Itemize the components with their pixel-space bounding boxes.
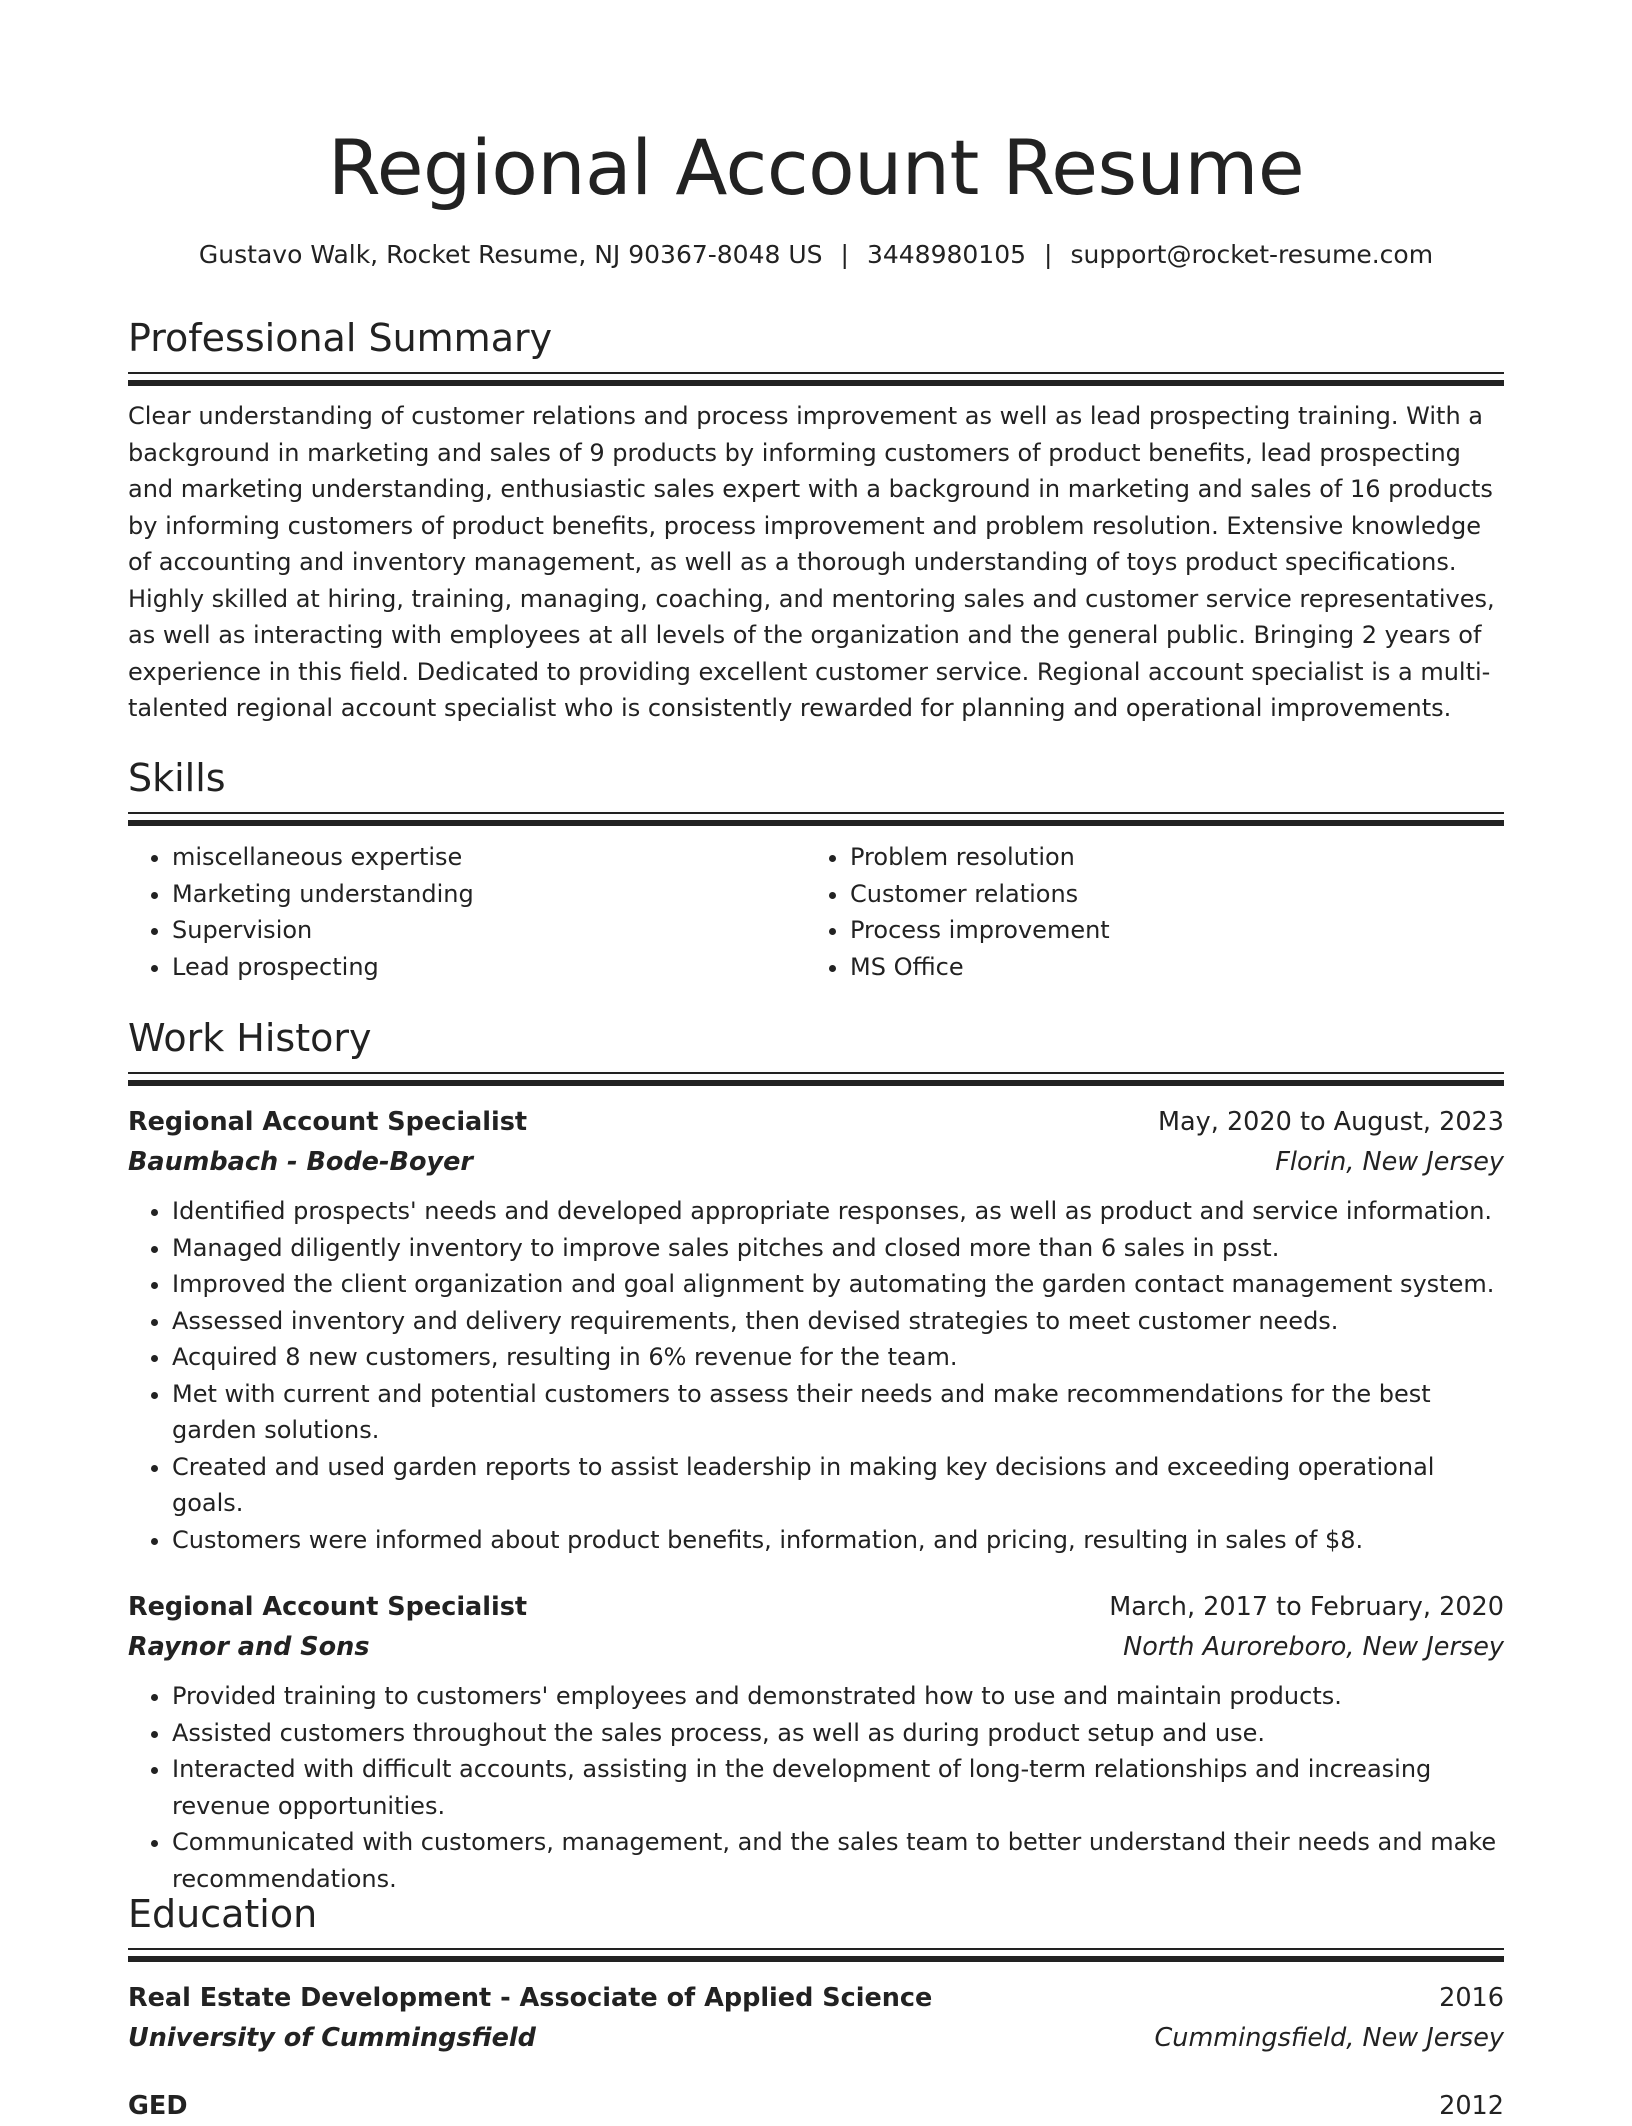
job-subheader — [128, 1142, 1504, 1182]
job-bullet: • Interacted with difficult accounts, assisting in the development of long-term relationships and increasing revenue opportunities. — [172, 1751, 1504, 1824]
contact-address: Gustavo Walk, Rocket Resume, NJ 90367-8048 US — [198, 240, 823, 269]
section-rule-thick — [128, 1080, 1504, 1086]
job-bullet: • Met with current and potential customers to assess their needs and make recommendations for the best garden solutions. — [172, 1376, 1504, 1449]
education-header — [128, 2086, 1504, 2126]
section-rule-thick — [128, 380, 1504, 386]
education-header — [128, 1978, 1504, 2018]
skill-item: • Customer relations — [850, 876, 1484, 913]
education-year: 2016 — [1439, 1983, 1504, 2013]
skill-item: • Problem resolution — [850, 839, 1484, 876]
skill-item: • Marketing understanding — [172, 876, 806, 913]
section-rule — [128, 1948, 1504, 1950]
skill-item: • Process improvement — [850, 912, 1484, 949]
job-bullet: • Improved the client organization and goal alignment by automating the garden contact management system. — [172, 1266, 1504, 1303]
skill-item: • Lead prospecting — [172, 949, 806, 986]
job-bullets — [128, 1678, 1504, 1897]
job-bullets — [128, 1193, 1504, 1558]
section-rule — [128, 812, 1504, 814]
job-subheader — [128, 1627, 1504, 1667]
summary-text: Clear understanding of customer relations and process improvement as well as lead prospecting training. With a background in marketing and sales of 9 products by informing customers of product benefits, lead prospecting and marketing understanding, enthusiastic sales expert with a background in marketing and sales of 16 products by informing customers of product benefits, process improvement and problem resolution. Extensive knowledge of accounting and inventory management, as well as a thorough understanding of toys product specifications. Highly skilled at hiring, training, managing, coaching, and mentoring sales and customer service representatives, as well as interacting with employees at all levels of the organization and the general public. Bringing 2 years of experience in this field. Dedicated to providing excellent customer service. Regional account specialist is a multi-talented regional account specialist who is consistently rewarded for planning and operational improvements. — [128, 402, 1495, 722]
job-location: Florin, New Jersey — [1275, 1147, 1504, 1177]
job-title: Regional Account Specialist — [128, 1107, 528, 1137]
section-rule-thick — [128, 820, 1504, 826]
job-header — [128, 1102, 1504, 1142]
job-header — [128, 1587, 1504, 1627]
job-company: Baumbach - Bode-Boyer — [128, 1147, 473, 1177]
contact-separator: | — [840, 240, 849, 269]
job-bullet: • Managed diligently inventory to improve sales pitches and closed more than 6 sales in psst. — [172, 1230, 1504, 1267]
job-bullet: • Provided training to customers' employees and demonstrated how to use and maintain products. — [172, 1678, 1504, 1715]
section-heading-skills: Skills — [128, 756, 226, 800]
resume-page — [128, 0, 1504, 2121]
resume-title: Regional Account Resume — [327, 123, 1305, 212]
education-subheader — [128, 2018, 1504, 2058]
contact-phone: 3448980105 — [866, 240, 1027, 269]
contact-email[interactable]: support@rocket-resume.com — [1070, 240, 1434, 269]
job-company: Raynor and Sons — [128, 1632, 370, 1662]
section-heading-summary: Professional Summary — [128, 316, 553, 360]
education-school: University of Cummingsfield — [128, 2023, 536, 2053]
job-bullet: • Communicated with customers, management, and the sales team to better understand their needs and make recommendations. — [172, 1824, 1504, 1897]
section-heading-work: Work History — [128, 1016, 372, 1060]
job-bullet: • Assisted customers throughout the sales process, as well as during product setup and use. — [172, 1715, 1504, 1752]
contact-separator: | — [1044, 240, 1053, 269]
job-bullet: • Customers were informed about product benefits, information, and pricing, resulting in sales of $8. — [172, 1522, 1504, 1559]
education-degree: GED — [128, 2091, 188, 2121]
job-bullet: • Created and used garden reports to assist leadership in making key decisions and exceeding operational goals. — [172, 1449, 1504, 1522]
work-history-section — [128, 1014, 1504, 1897]
skills-section — [128, 754, 1504, 985]
section-heading-education: Education — [128, 1892, 318, 1936]
job-entry — [128, 1587, 1504, 1897]
job-dates: March, 2017 to February, 2020 — [1109, 1592, 1504, 1622]
skills-list-left — [128, 839, 806, 985]
job-dates: May, 2020 to August, 2023 — [1158, 1107, 1504, 1137]
job-location: North Auroreboro, New Jersey — [1123, 1632, 1504, 1662]
education-degree: Real Estate Development - Associate of Applied Science — [128, 1983, 933, 2013]
skill-item: • MS Office — [850, 949, 1484, 986]
job-bullet: • Identified prospects' needs and developed appropriate responses, as well as product and service information. — [172, 1193, 1504, 1230]
education-section — [128, 1890, 1504, 2126]
education-entry — [128, 2086, 1504, 2126]
education-entry — [128, 1978, 1504, 2058]
job-bullet: • Acquired 8 new customers, resulting in 6% revenue for the team. — [172, 1339, 1504, 1376]
education-location: Cummingsfield, New Jersey — [1154, 2023, 1504, 2053]
contact-line — [128, 238, 1504, 272]
section-rule-thick — [128, 1956, 1504, 1962]
skill-item: • Supervision — [172, 912, 806, 949]
job-entry — [128, 1102, 1504, 1558]
skill-item: • miscellaneous expertise — [172, 839, 806, 876]
skills-list-right — [806, 839, 1484, 985]
job-title: Regional Account Specialist — [128, 1592, 528, 1622]
summary-section — [128, 314, 1504, 727]
education-year: 2012 — [1439, 2091, 1504, 2121]
job-bullet: • Assessed inventory and delivery requirements, then devised strategies to meet customer needs. — [172, 1303, 1504, 1340]
skills-columns — [128, 839, 1504, 985]
section-rule — [128, 372, 1504, 374]
section-rule — [128, 1072, 1504, 1074]
